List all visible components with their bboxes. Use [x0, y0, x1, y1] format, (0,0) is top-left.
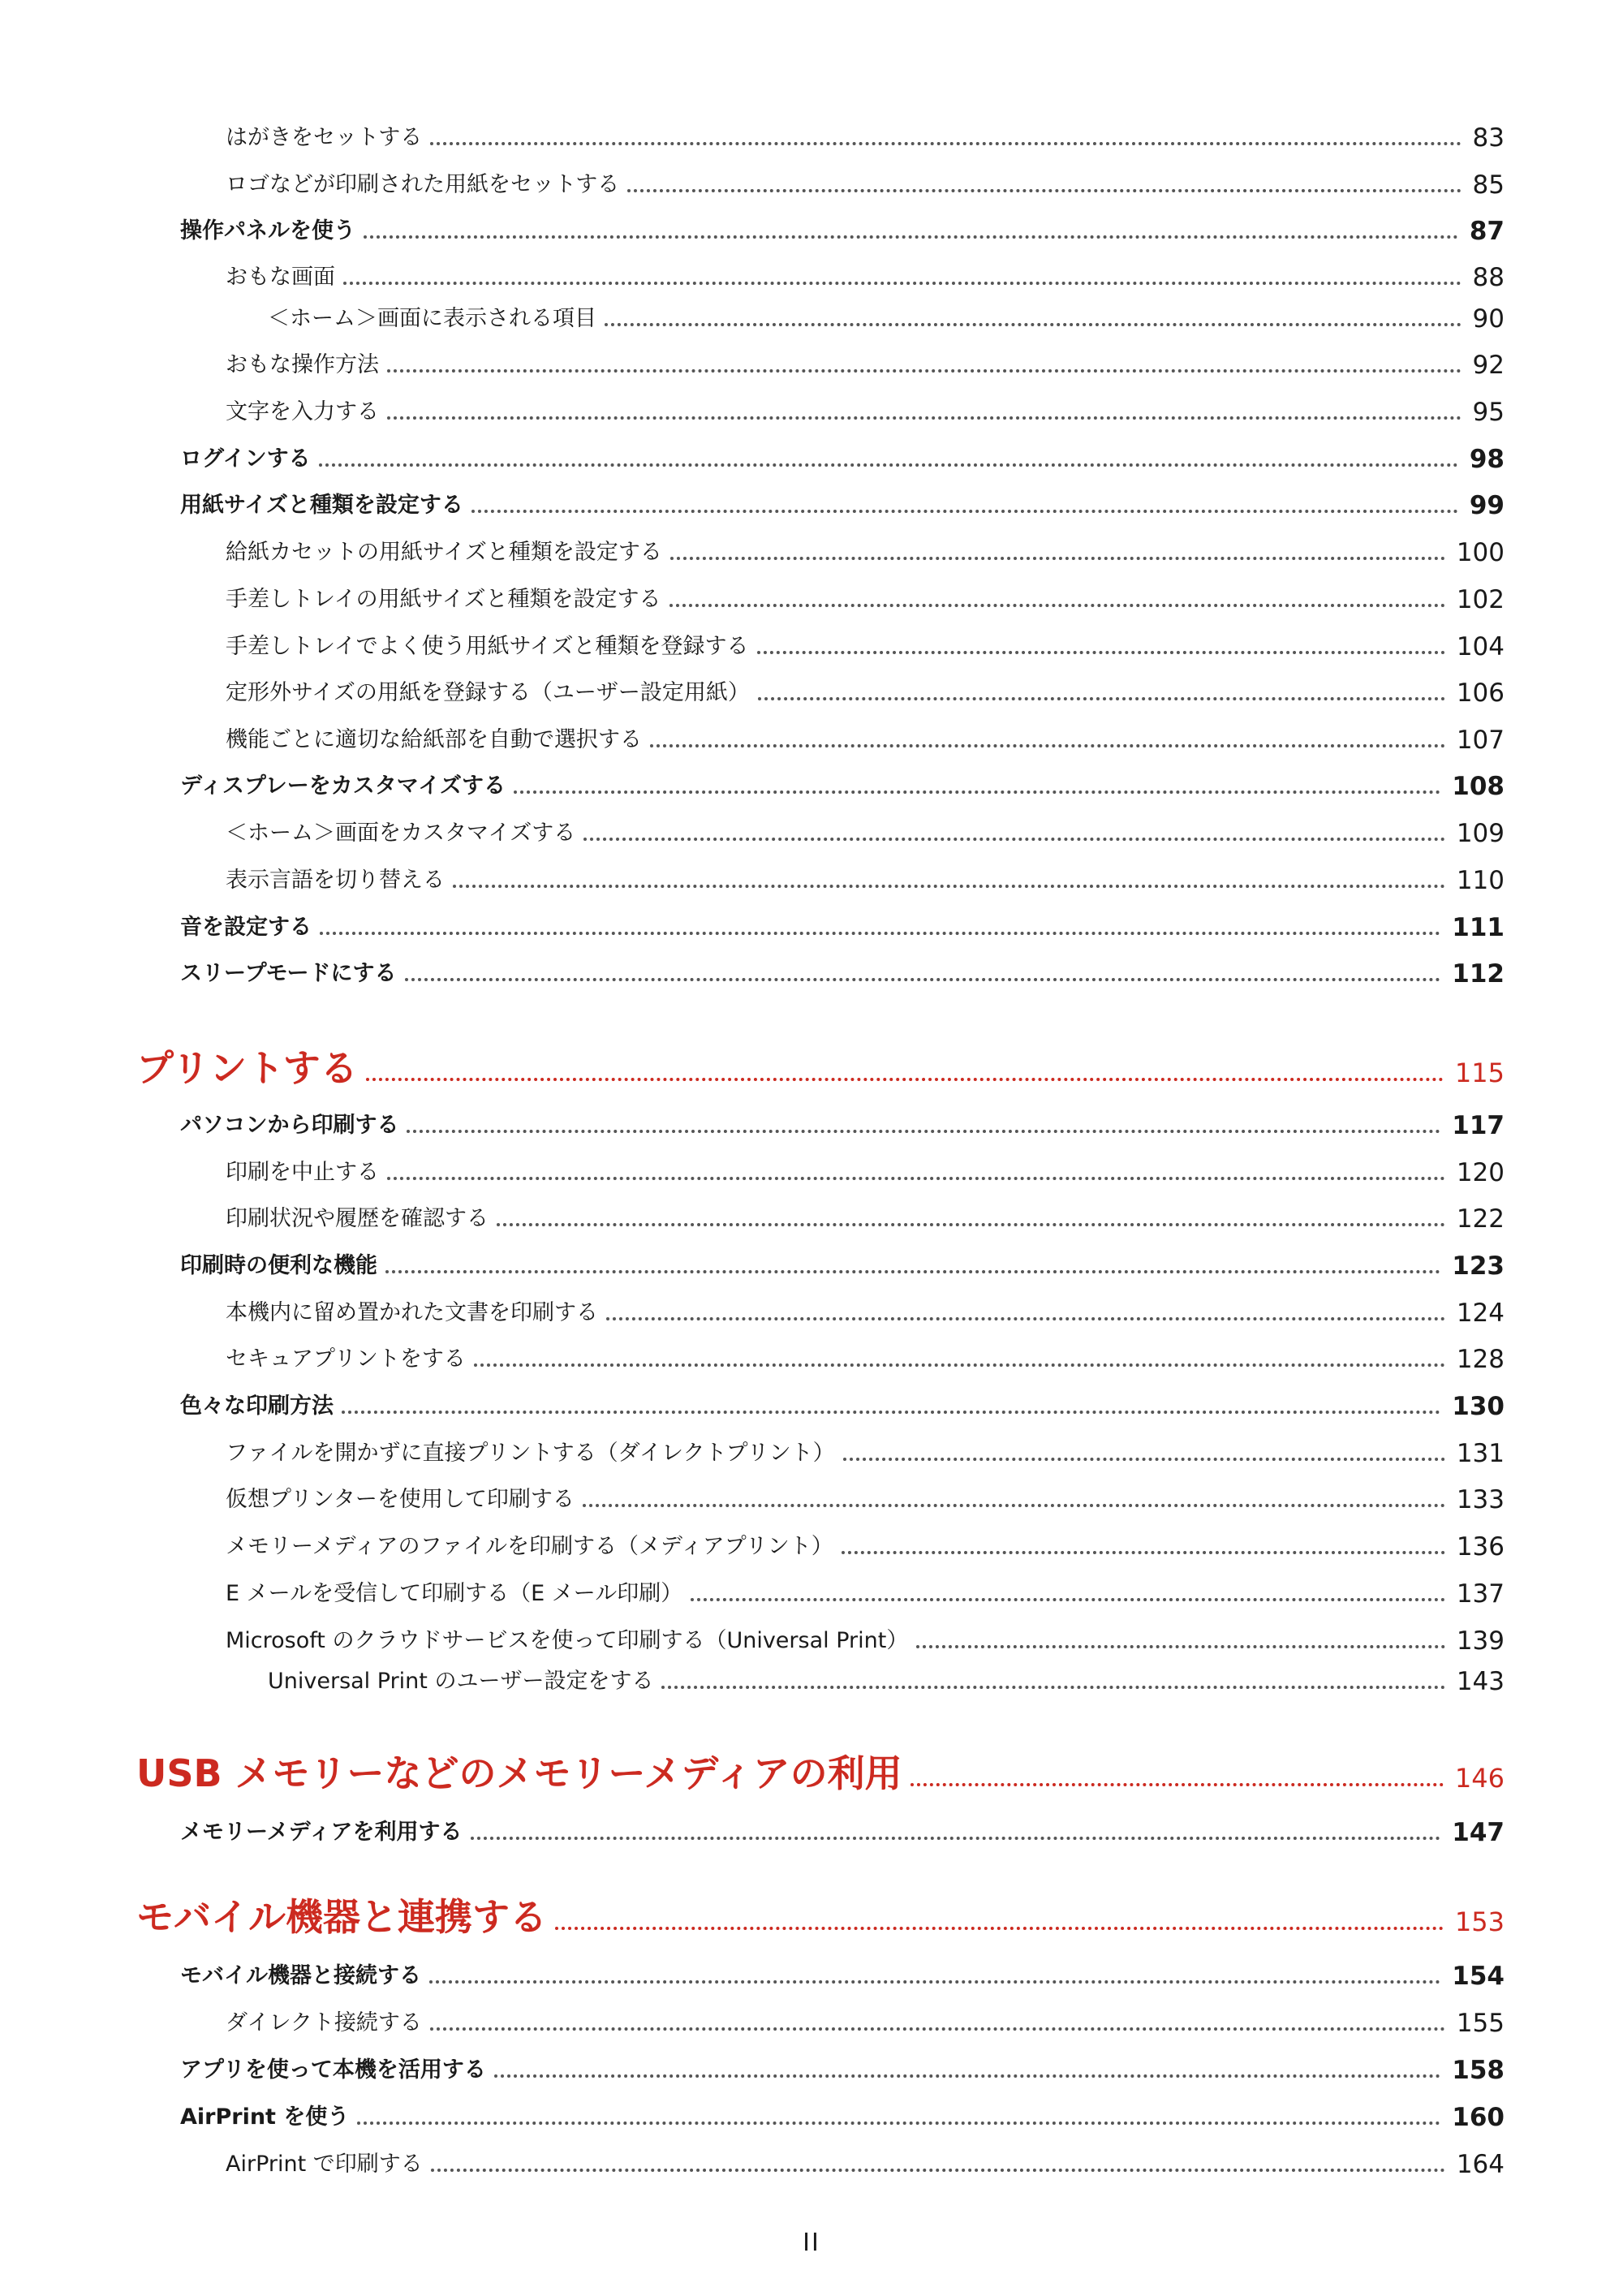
toc-entry-title[interactable]: ディスプレーをカスタマイズする	[180, 773, 506, 799]
toc-subsubsection[interactable]	[268, 297, 1505, 333]
dot-leader	[357, 2122, 1440, 2125]
toc-entry-page[interactable]: 106	[1456, 678, 1505, 708]
toc-entry-title[interactable]: USB メモリーなどのメモリーメディアの利用	[136, 1751, 902, 1795]
dot-leader	[911, 1783, 1444, 1786]
dot-leader	[555, 1927, 1444, 1930]
toc-entry-page[interactable]: 115	[1454, 1058, 1505, 1088]
dot-leader	[843, 1458, 1445, 1461]
page-number: II	[803, 2229, 820, 2257]
toc-section[interactable]	[180, 484, 1505, 519]
toc-entry-page[interactable]: 123	[1452, 1251, 1505, 1281]
toc-entry-title[interactable]: AirPrint で印刷する	[226, 2152, 423, 2177]
toc-entry-page[interactable]: 108	[1452, 772, 1505, 801]
toc-entry-title[interactable]: 手差しトレイでよく使う用紙サイズと種類を登録する	[226, 634, 749, 659]
toc-section[interactable]	[180, 952, 1505, 988]
dot-leader	[494, 2074, 1440, 2078]
toc-subsection[interactable]	[226, 256, 1505, 291]
dot-leader	[842, 1551, 1445, 1554]
toc-entry-page[interactable]: 124	[1456, 1299, 1505, 1328]
toc-entry-page[interactable]: 122	[1456, 1204, 1505, 1234]
dot-leader	[385, 1270, 1440, 1273]
dot-leader	[916, 1645, 1445, 1648]
toc-subsection[interactable]	[226, 812, 1505, 847]
dot-leader	[757, 651, 1445, 654]
dot-leader	[429, 1980, 1440, 1984]
toc-subsection[interactable]	[226, 1619, 1505, 1655]
toc-entry-page[interactable]: 85	[1472, 170, 1505, 200]
toc-subsection[interactable]	[226, 1338, 1505, 1373]
toc-entry-title[interactable]: 仮想プリンターを使用して印刷する	[226, 1487, 575, 1512]
dot-leader	[387, 1177, 1445, 1180]
dot-leader	[387, 416, 1462, 420]
toc-entry-title[interactable]: 音を設定する	[180, 915, 312, 940]
toc-subsection[interactable]	[226, 163, 1505, 199]
dot-leader	[670, 557, 1445, 560]
dot-leader	[661, 1686, 1444, 1689]
toc-entry-page[interactable]: 99	[1469, 491, 1505, 520]
toc-subsection[interactable]	[226, 2001, 1505, 2037]
toc-entry-page[interactable]: 111	[1452, 913, 1505, 942]
toc-entry-title[interactable]: スリープモードにする	[180, 961, 397, 986]
toc-entry-page[interactable]: 147	[1452, 1818, 1505, 1847]
toc-entry-page[interactable]: 143	[1456, 1667, 1505, 1696]
dot-leader	[605, 323, 1462, 326]
dot-leader	[405, 978, 1441, 981]
dot-leader	[471, 510, 1458, 513]
dot-leader	[366, 1078, 1444, 1081]
toc-entry-page[interactable]: 154	[1452, 1962, 1505, 1991]
toc-entry-title[interactable]: 手差しトレイの用紙サイズと種類を設定する	[226, 587, 661, 612]
dot-leader	[430, 2027, 1445, 2031]
toc-entry-title[interactable]: アプリを使って本機を活用する	[180, 2057, 486, 2083]
dot-leader	[606, 1317, 1445, 1320]
dot-leader	[342, 1411, 1440, 1414]
dot-leader	[319, 463, 1458, 467]
toc-subsection[interactable]	[226, 625, 1505, 661]
dot-leader	[387, 369, 1462, 373]
toc-entry-title[interactable]: ＜ホーム＞画面に表示される項目	[268, 306, 596, 331]
toc-entry-page[interactable]: 107	[1456, 726, 1505, 755]
toc-entry-title[interactable]: セキュアプリントをする	[226, 1346, 466, 1372]
toc-section[interactable]	[180, 1244, 1505, 1280]
toc-entry-title[interactable]: おもな画面	[226, 265, 335, 290]
toc-subsection[interactable]	[226, 1572, 1505, 1608]
toc-entry-title[interactable]: 印刷を中止する	[226, 1160, 379, 1185]
toc-section[interactable]	[180, 1811, 1505, 1846]
toc-subsection[interactable]	[226, 1291, 1505, 1327]
toc-entry-title[interactable]: E メールを受信して印刷する（E メール印刷）	[226, 1581, 683, 1606]
toc-entry-page[interactable]: 110	[1456, 866, 1505, 895]
toc-chapter[interactable]	[136, 1888, 1505, 1940]
toc-subsection[interactable]	[226, 859, 1505, 894]
dot-leader	[474, 1363, 1445, 1367]
toc-subsection[interactable]	[226, 718, 1505, 754]
dot-leader	[343, 282, 1462, 285]
toc-entry-page[interactable]: 90	[1472, 304, 1505, 334]
toc-entry-title[interactable]: ＜ホーム＞画面をカスタマイズする	[226, 821, 576, 846]
toc-entry-title[interactable]: メモリーメディアのファイルを印刷する（メディアプリント）	[226, 1534, 833, 1559]
toc-subsection[interactable]	[226, 578, 1505, 614]
toc-chapter[interactable]	[136, 1744, 1505, 1796]
toc-subsection[interactable]	[226, 390, 1505, 426]
toc-entry-title[interactable]: 表示言語を切り替える	[226, 868, 445, 893]
toc-entry-title[interactable]: Microsoft のクラウドサービスを使って印刷する（Universal Print）	[226, 1628, 909, 1653]
toc-subsection[interactable]	[226, 1478, 1505, 1514]
toc-entry-page[interactable]: 98	[1469, 445, 1505, 474]
toc-entry-title[interactable]: 操作パネルを使う	[180, 218, 355, 243]
toc-entry-title[interactable]: ファイルを開かずに直接プリントする（ダイレクトプリント）	[226, 1441, 835, 1466]
toc-entry-title[interactable]: 印刷時の便利な機能	[180, 1253, 377, 1278]
toc-entry-page[interactable]: 139	[1456, 1626, 1505, 1656]
toc-subsubsection[interactable]	[268, 1660, 1505, 1695]
dot-leader	[758, 697, 1445, 700]
dot-leader	[583, 838, 1445, 841]
toc-entry-title[interactable]: メモリーメディアを利用する	[180, 1820, 463, 1845]
toc-entry-page[interactable]: 104	[1456, 632, 1505, 661]
toc-entry-title[interactable]: おもな操作方法	[226, 352, 379, 377]
toc-entry-title[interactable]: 文字を入力する	[226, 399, 379, 424]
toc-entry-title[interactable]: はがきをセットする	[226, 125, 423, 150]
toc-entry-page[interactable]: 155	[1456, 2009, 1505, 2038]
dot-leader	[669, 604, 1445, 607]
toc-entry-title[interactable]: AirPrint を使う	[180, 2104, 350, 2130]
toc-entry-page[interactable]: 153	[1454, 1906, 1505, 1937]
dot-leader	[364, 235, 1458, 239]
dot-leader	[650, 744, 1445, 747]
toc-entry-page[interactable]: 88	[1472, 263, 1505, 292]
toc-section[interactable]	[180, 1104, 1505, 1139]
toc-section[interactable]	[180, 765, 1505, 800]
toc-entry-title[interactable]: 用紙サイズと種類を設定する	[180, 493, 463, 518]
toc-section[interactable]	[180, 2096, 1505, 2131]
toc-entry-page[interactable]: 109	[1456, 819, 1505, 848]
toc-entry-page[interactable]: 160	[1452, 2103, 1505, 2132]
toc-entry-title[interactable]: モバイル機器と接続する	[180, 1963, 421, 1988]
toc-subsection[interactable]	[226, 1151, 1505, 1187]
toc-entry-page[interactable]: 164	[1456, 2150, 1505, 2179]
toc-entry-title[interactable]: 色々な印刷方法	[180, 1394, 334, 1419]
toc-entry-title[interactable]: パソコンから印刷する	[180, 1113, 399, 1138]
toc-entry-page[interactable]: 117	[1452, 1111, 1505, 1140]
toc-entry-title[interactable]: 給紙カセットの用紙サイズと種類を設定する	[226, 540, 662, 565]
toc-subsection[interactable]	[226, 671, 1505, 707]
dot-leader	[514, 790, 1440, 794]
toc-section[interactable]	[180, 2048, 1505, 2084]
toc-entry-title[interactable]: プリントする	[136, 1046, 358, 1090]
toc-section[interactable]	[180, 1385, 1505, 1420]
toc-entry-title[interactable]: ダイレクト接続する	[226, 2010, 422, 2035]
toc-entry-page[interactable]: 136	[1456, 1532, 1505, 1562]
toc-section[interactable]	[180, 1954, 1505, 1990]
toc-section[interactable]	[180, 437, 1505, 473]
toc-subsection[interactable]	[226, 2143, 1505, 2178]
toc-entry-page[interactable]: 95	[1472, 398, 1505, 427]
toc-subsection[interactable]	[226, 1432, 1505, 1467]
dot-leader	[583, 1504, 1445, 1507]
toc-entry-title[interactable]: 機能ごとに適切な給紙部を自動で選択する	[226, 727, 642, 752]
toc-entry-page[interactable]: 92	[1472, 351, 1505, 380]
toc-section[interactable]	[180, 209, 1505, 245]
toc-entry-page[interactable]: 146	[1454, 1763, 1505, 1794]
toc-entry-page[interactable]: 112	[1452, 959, 1505, 989]
dot-leader	[320, 932, 1440, 935]
toc-entry-page[interactable]: 137	[1456, 1579, 1505, 1609]
toc-entry-title[interactable]: モバイル機器と連携する	[136, 1895, 547, 1939]
dot-leader	[431, 2169, 1445, 2172]
toc-entry-page[interactable]: 102	[1456, 585, 1505, 614]
toc-entry-title[interactable]: 印刷状況や履歴を確認する	[226, 1206, 489, 1231]
toc-subsection[interactable]	[226, 1197, 1505, 1233]
toc-entry-title[interactable]: 定形外サイズの用紙を登録する（ユーザー設定用紙）	[226, 680, 750, 705]
toc-entry-title[interactable]: 本機内に留め置かれた文書を印刷する	[226, 1300, 598, 1325]
toc-entry-page[interactable]: 128	[1456, 1345, 1505, 1374]
toc-entry-title[interactable]: Universal Print のユーザー設定をする	[268, 1669, 654, 1694]
toc-subsection[interactable]	[226, 1525, 1505, 1561]
dot-leader	[407, 1130, 1440, 1133]
toc-subsection[interactable]	[226, 116, 1505, 152]
toc-entry-page[interactable]: 100	[1456, 538, 1505, 567]
toc-subsection[interactable]	[226, 531, 1505, 566]
toc-entry-page[interactable]: 120	[1456, 1158, 1505, 1187]
toc-entry-page[interactable]: 83	[1472, 123, 1505, 153]
toc-section[interactable]	[180, 906, 1505, 941]
toc-entry-page[interactable]: 130	[1452, 1392, 1505, 1421]
toc-entry-title[interactable]: ロゴなどが印刷された用紙をセットする	[226, 172, 620, 197]
toc-entry-page[interactable]: 133	[1456, 1485, 1505, 1514]
toc-entry-page[interactable]: 87	[1469, 217, 1505, 246]
toc-entry-page[interactable]: 131	[1456, 1439, 1505, 1468]
toc-chapter[interactable]	[136, 1039, 1505, 1091]
dot-leader	[471, 1837, 1441, 1840]
dot-leader	[497, 1223, 1445, 1226]
dot-leader	[453, 885, 1445, 888]
toc-entry-page[interactable]: 158	[1452, 2056, 1505, 2085]
toc-entry-title[interactable]: ログインする	[180, 446, 311, 472]
dot-leader	[430, 142, 1461, 145]
toc-subsection[interactable]	[226, 343, 1505, 379]
dot-leader	[627, 189, 1461, 192]
dot-leader	[691, 1598, 1445, 1601]
